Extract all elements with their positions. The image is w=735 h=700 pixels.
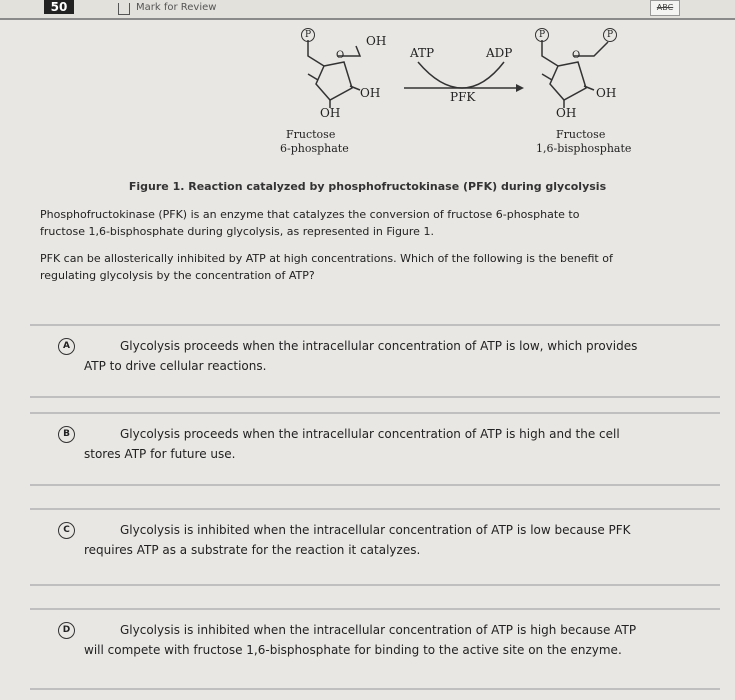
choice-text [84, 520, 700, 560]
top-bar [0, 0, 735, 20]
bookmark-icon[interactable] [118, 3, 130, 15]
passage-paragraph [40, 206, 700, 240]
left-label-line2: 6-phosphate [280, 142, 349, 155]
choice-line: Glycolysis proceeds when the intracellular concentration of ATP is low, which provides [120, 339, 638, 353]
left-ring-o: O [336, 50, 345, 61]
paragraph-line: Phosphofructokinase (PFK) is an enzyme that catalyzes the conversion of fructose 6-phosphate to [40, 208, 580, 221]
mark-for-review-button[interactable]: Mark for Review [136, 2, 217, 13]
choice-line: Glycolysis is inhibited when the intracellular concentration of ATP is low because PFK [120, 523, 631, 537]
figure-caption: Figure 1. Reaction catalyzed by phosphofructokinase (PFK) during glycolysis [128, 180, 607, 193]
choice-letter-d: D [58, 622, 75, 639]
phosphate-icon: P [301, 28, 315, 42]
choice-line: requires ATP as a substrate for the reaction it catalyzes. [84, 543, 421, 557]
phosphate-icon: P [535, 28, 549, 42]
fructose-1-6-bisphosphate-structure [528, 28, 648, 118]
choice-line: ATP to drive cellular reactions. [84, 359, 267, 373]
paragraph-line: fructose 1,6-bisphosphate during glycolysis, as represented in Figure 1. [40, 225, 434, 238]
paragraph-line: regulating glycolysis by the concentration of ATP? [40, 269, 315, 282]
answer-choice-a[interactable] [30, 324, 720, 398]
right-label-line2: 1,6-bisphosphate [536, 142, 632, 155]
left-oh-bottom: OH [320, 106, 341, 120]
answer-choice-d[interactable] [30, 608, 720, 690]
question-stem [40, 250, 700, 284]
answer-choice-c[interactable] [30, 508, 720, 586]
choice-letter-b: B [58, 426, 75, 443]
phosphate-icon: P [603, 28, 617, 42]
question-number: 50 [44, 0, 74, 14]
left-oh-right: OH [360, 86, 381, 100]
choice-line: will compete with fructose 1,6-bisphosphate for binding to the active site on the enzyme. [84, 643, 622, 657]
choice-line: Glycolysis proceeds when the intracellular concentration of ATP is high and the cell [120, 427, 620, 441]
choice-line: Glycolysis is inhibited when the intracellular concentration of ATP is high because ATP [120, 623, 637, 637]
choice-letter-a: A [58, 338, 75, 355]
choice-line: stores ATP for future use. [84, 447, 236, 461]
pfk-label: PFK [450, 90, 476, 104]
right-ring-o: O [572, 50, 581, 61]
atp-label: ATP [410, 46, 435, 60]
choice-letter-c: C [58, 522, 75, 539]
choice-text [84, 336, 700, 376]
left-label-line1: Fructose [286, 128, 336, 141]
answer-choice-b[interactable] [30, 412, 720, 486]
right-oh-right: OH [596, 86, 617, 100]
left-oh-top: OH [366, 34, 387, 48]
right-oh-bottom: OH [556, 106, 577, 120]
choice-text [84, 424, 700, 464]
right-label-line1: Fructose [556, 128, 606, 141]
reaction-figure [260, 28, 680, 168]
paragraph-line: PFK can be allosterically inhibited by ATP at high concentrations. Which of the following is the benefit of [40, 252, 613, 265]
adp-label: ADP [486, 46, 513, 60]
choice-text [84, 620, 700, 660]
answer-eliminator-button[interactable]: ABC [650, 0, 680, 16]
